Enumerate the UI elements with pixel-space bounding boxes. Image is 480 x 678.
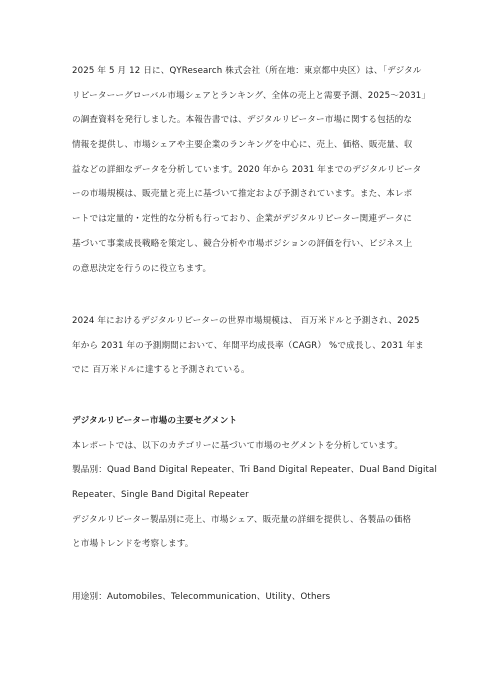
section-line: 製品別：Quad Band Digital Repeater、Tri Band Digital Repeater、Dual Band Digital [72,465,438,476]
paragraph-line: の意思決定を行うのに役立ちます。 [72,263,212,274]
paragraph-line: 益などの詳細なデータを分析しています。2020 年から 2031 年までのデジタルリピータ [72,164,422,175]
section-line: 本レポートでは、以下のカテゴリーに基づいて市場のセグメントを分析しています。 [72,440,404,451]
paragraph-line: 年から 2031 年の予測期間において、年間平均成長率（CAGR） %で成長し、2031 年ま [72,340,424,351]
paragraph-line: 基づいて事業成長戦略を策定し、競合分析や市場ポジションの評価を行い、ビジネス上 [72,238,413,249]
paragraph-line: でに 百万米ドルに達すると予測されている。 [72,365,250,376]
section-line: デジタルリピーター製品別に売上、市場シェア、販売量の詳細を提供し、各製品の価格 [72,514,412,525]
paragraph-line: ーの市場規模は、販売量と売上に基づいて推定および予測されています。また、本レポ [72,189,413,200]
market-size-paragraph [72,309,424,383]
application-line: 用途別：Automobiles、Telecommunication、Utility、Others [72,592,331,602]
paragraph-line: の調査資料を発行しました。本報告書では、デジタルリピーター市場に関する包括的な [72,115,413,126]
paragraph-line: 情報を提供し、市場シェアや主要企業のランキングを中心に、売上、価格、販売量、収 [72,140,413,151]
section-heading: デジタルリピーター市場の主要セグメント [72,416,238,426]
section-line: と市場トレンドを考察します。 [72,539,194,550]
paragraph-line: 2025 年 5 月 12 日に、QYResearch 株式会社（所在地：東京都中央区）は、「デジタル [72,66,422,76]
paragraph-line: リピーターーグローバル市場シェアとランキング、全体の売上と需要予測、2025～2031」 [72,90,431,101]
paragraph-line: ートでは定量的・定性的な分析も行っており、企業がデジタルリピーター関連データに [72,214,413,225]
intro-paragraph [72,59,431,281]
segment-section [72,409,438,557]
section-line: Repeater、Single Band Digital Repeater [72,490,249,501]
paragraph-line: 2024 年におけるデジタルリピーターの世界市場規模は、 百万米ドルと予測され、2025 [72,316,420,326]
application-segment [72,585,412,610]
